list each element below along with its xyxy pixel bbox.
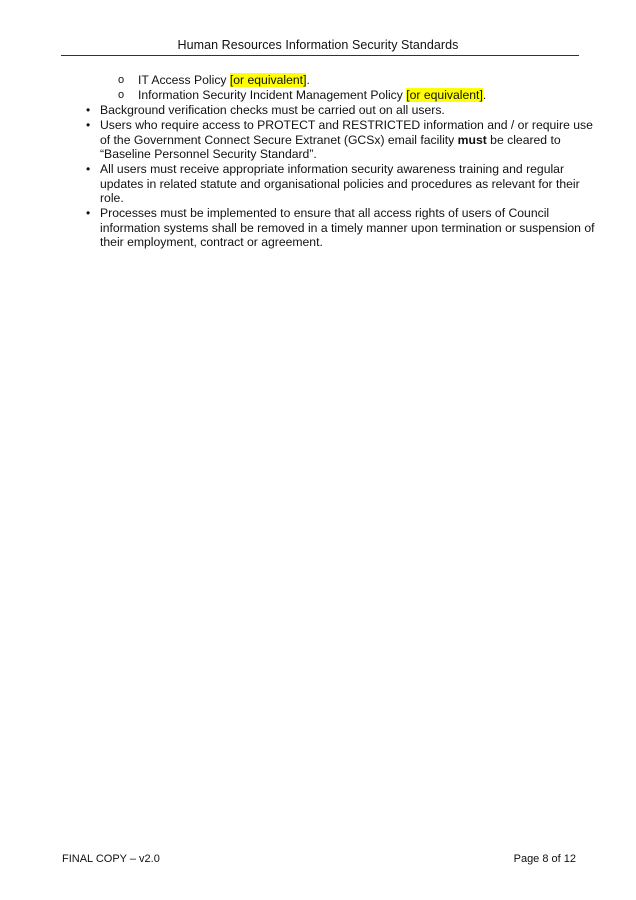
sub-item-label: IT Access Policy xyxy=(138,73,230,87)
text-line: Background verification checks must be carried out on all users. xyxy=(100,103,445,117)
page-number: Page 8 of 12 xyxy=(513,853,576,865)
text-line: “Baseline Personnel Security Standard”. xyxy=(100,147,317,162)
text-line: role. xyxy=(100,191,124,206)
bullet-icon: • xyxy=(86,103,91,117)
document-title: Human Resources Information Security Standards xyxy=(177,38,459,52)
highlighted-text: [or equivalent] xyxy=(406,88,483,102)
text-line: Processes must be implemented to ensure that all access rights of users of Council xyxy=(100,206,550,220)
text-line: information systems shall be removed in a timely manner upon termination or suspension of xyxy=(100,220,595,235)
bullet-text xyxy=(100,206,595,250)
bullet-icon: • xyxy=(86,206,91,220)
text-line: their employment, contract or agreement. xyxy=(100,235,323,250)
bullet-icon: • xyxy=(86,118,91,132)
circle-bullet-icon: o xyxy=(118,74,125,86)
sub-item-text xyxy=(138,88,486,103)
bold-emphasis: must xyxy=(457,132,487,147)
sub-item-text xyxy=(138,73,310,88)
sub-item-suffix: . xyxy=(306,73,310,87)
bullet-text xyxy=(100,103,580,118)
bullet-icon: • xyxy=(86,162,91,176)
text-segment: of the Government Connect Secure Extranet (GCSx) email facility xyxy=(100,132,458,147)
circle-bullet-icon: o xyxy=(118,89,125,101)
text-line: Users who require access to PROTECT and RESTRICTED information and / or require use xyxy=(100,118,593,132)
bullet-text xyxy=(100,118,593,162)
text-segment: be cleared to xyxy=(486,132,561,147)
bullet-text xyxy=(100,162,580,206)
sub-item-label: Information Security Incident Management Policy xyxy=(138,88,407,102)
header-divider xyxy=(61,55,579,56)
sub-item-suffix: . xyxy=(482,88,487,102)
text-line: updates in related statute and organisational policies and procedures as relevant for their xyxy=(100,176,580,191)
text-line xyxy=(100,133,580,148)
version-label: FINAL COPY – v2.0 xyxy=(62,853,160,865)
highlighted-text: [or equivalent] xyxy=(229,73,307,87)
text-line: All users must receive appropriate information security awareness training and regular xyxy=(100,162,565,176)
